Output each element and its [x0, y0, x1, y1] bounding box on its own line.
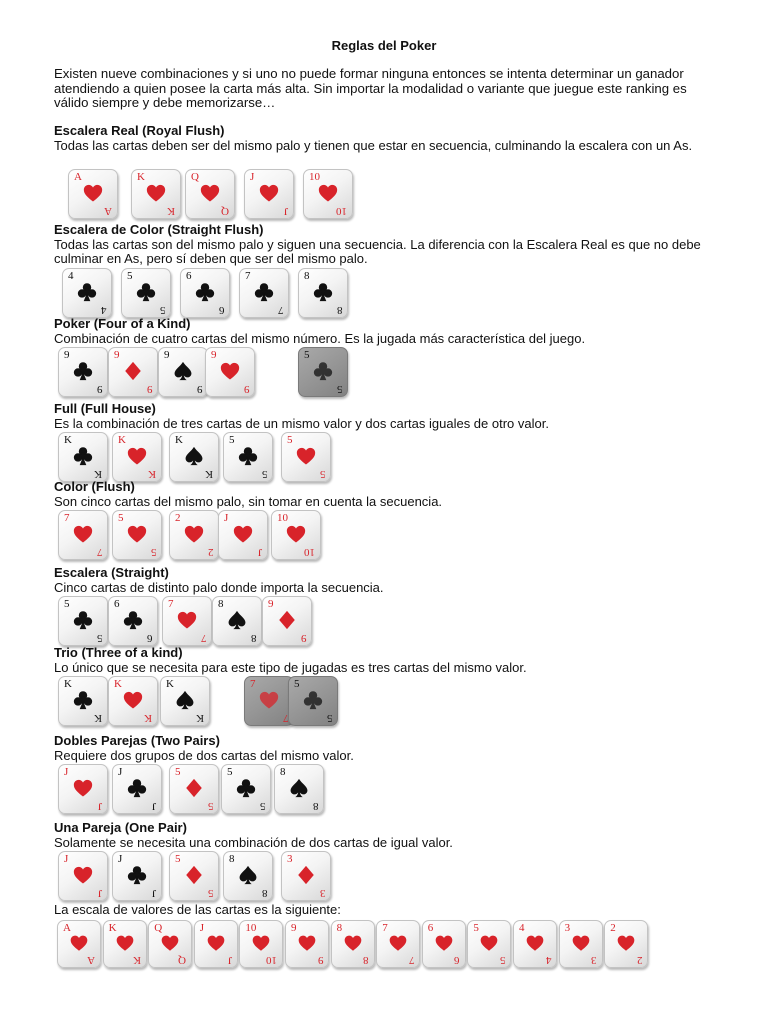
card-rank: 6	[114, 598, 120, 610]
card-rank-inverted: 10	[336, 205, 347, 217]
playing-card	[131, 169, 181, 219]
card-rank-inverted: 9	[243, 383, 249, 395]
card-rank-inverted: 5	[207, 887, 213, 899]
playing-card	[288, 676, 338, 726]
club-icon	[72, 609, 94, 631]
card-rank-inverted: 3	[591, 954, 597, 966]
card-rank: 3	[564, 922, 571, 934]
card-rank-inverted: 7	[200, 632, 206, 644]
hand-section	[54, 401, 734, 480]
heart-icon	[616, 933, 636, 953]
card-rank-inverted: J	[151, 887, 156, 899]
hand-section	[54, 733, 734, 812]
card-rank: K	[114, 678, 122, 690]
heart-icon	[317, 182, 339, 204]
card-rank-inverted: 6	[146, 632, 152, 644]
card-rank: J	[224, 512, 229, 524]
heart-icon	[388, 933, 408, 953]
hand-section	[54, 645, 734, 724]
heart-icon	[199, 182, 221, 204]
playing-card	[58, 347, 108, 397]
card-rank-inverted: Q	[221, 205, 229, 217]
card-rank-inverted: J	[227, 954, 232, 966]
card-rank-inverted: 7	[277, 304, 283, 316]
heart-icon	[232, 523, 254, 545]
card-rank-inverted: 5	[159, 304, 165, 316]
playing-card	[158, 347, 208, 397]
card-rank-inverted: 7	[408, 954, 415, 966]
playing-card	[298, 347, 348, 397]
hand-description: Todas las cartas deben ser del mismo palo y tienen que estar en secuencia, culminando la escalera con un As.	[54, 137, 693, 153]
playing-card	[103, 920, 147, 968]
playing-card	[169, 764, 219, 814]
card-rank: 9	[114, 349, 120, 361]
hand-description: Lo único que se necesita para este tipo de jugadas es tres cartas del mismo valor.	[54, 659, 527, 675]
card-rank: Q	[191, 171, 199, 183]
club-icon	[72, 360, 94, 382]
heart-icon	[285, 523, 307, 545]
hand-description: Combinación de cuatro cartas del mismo número. Es la jugada más característica del juego.	[54, 330, 586, 346]
card-rank-inverted: 9	[300, 632, 306, 644]
scale-description: La escala de valores de las cartas es la siguiente:	[54, 902, 341, 917]
card-rank: 2	[175, 512, 181, 524]
heart-icon	[126, 445, 148, 467]
card-rank: 5	[175, 853, 181, 865]
heart-icon	[122, 689, 144, 711]
card-rank-inverted: 4	[545, 954, 551, 966]
card-rank: 5	[473, 922, 479, 934]
spade-icon	[288, 777, 310, 799]
diamond-icon	[122, 360, 144, 382]
card-rank: K	[166, 678, 174, 690]
card-rank-inverted: 2	[207, 546, 213, 558]
playing-card	[604, 920, 648, 968]
club-icon	[235, 777, 257, 799]
spade-icon	[172, 360, 194, 382]
card-rank-inverted: K	[167, 205, 175, 217]
heart-icon	[571, 933, 591, 953]
card-rank-inverted: 10	[266, 954, 278, 966]
card-rank-inverted: 9	[96, 383, 102, 395]
card-rank: K	[64, 434, 72, 446]
playing-card	[58, 510, 108, 560]
hand-title: Trio (Three of a kind)	[54, 645, 183, 660]
card-rank: 4	[68, 270, 74, 282]
playing-card	[112, 432, 162, 482]
club-icon	[126, 777, 148, 799]
playing-card	[221, 764, 271, 814]
hand-section	[54, 820, 734, 899]
playing-card	[244, 676, 294, 726]
card-rank-inverted: 8	[336, 304, 342, 316]
playing-card	[467, 920, 511, 968]
playing-card	[274, 764, 324, 814]
hand-section	[54, 479, 734, 558]
card-rank-inverted: 5	[336, 383, 342, 395]
playing-card	[112, 851, 162, 901]
hand-description: Es la combinación de tres cartas de un mismo valor y dos cartas iguales de otro valor.	[54, 415, 549, 431]
playing-card	[185, 169, 235, 219]
card-rank: 6	[186, 270, 192, 282]
heart-icon	[479, 933, 499, 953]
club-icon	[122, 609, 144, 631]
playing-card	[239, 268, 289, 318]
heart-icon	[72, 777, 94, 799]
playing-card	[108, 347, 158, 397]
club-icon	[312, 360, 334, 382]
spade-icon	[174, 689, 196, 711]
playing-card	[281, 432, 331, 482]
card-rank-inverted: 5	[150, 546, 156, 558]
card-rank: 5	[294, 678, 300, 690]
card-rank: K	[118, 434, 126, 446]
playing-card	[108, 676, 158, 726]
card-rank: J	[118, 766, 123, 778]
playing-card	[160, 676, 210, 726]
hand-title: Escalera de Color (Straight Flush)	[54, 222, 264, 237]
card-rank: 9	[64, 349, 70, 361]
card-rank: 5	[64, 598, 70, 610]
playing-card	[112, 510, 162, 560]
card-rank-inverted: 3	[319, 887, 325, 899]
playing-card	[62, 268, 112, 318]
card-rank: 9	[164, 349, 170, 361]
card-rank-inverted: 10	[304, 546, 315, 558]
card-rank-inverted: 5	[326, 712, 332, 724]
card-rank: 10	[277, 512, 288, 524]
card-rank-inverted: K	[132, 954, 141, 966]
hand-description: Cinco cartas de distinto palo donde importa la secuencia.	[54, 579, 384, 595]
card-rank-inverted: A	[104, 205, 112, 217]
playing-card	[68, 169, 118, 219]
card-rank-inverted: 5	[319, 468, 325, 480]
card-rank: 7	[64, 512, 70, 524]
heart-icon	[525, 933, 545, 953]
heart-icon	[206, 933, 226, 953]
playing-card	[223, 851, 273, 901]
playing-card	[376, 920, 420, 968]
heart-icon	[251, 933, 271, 953]
card-rank-inverted: 4	[100, 304, 106, 316]
club-icon	[126, 864, 148, 886]
playing-card	[180, 268, 230, 318]
card-rank-inverted: K	[205, 468, 213, 480]
card-rank-inverted: J	[283, 205, 288, 217]
card-rank-inverted: K	[148, 468, 156, 480]
heart-icon	[258, 689, 280, 711]
heart-icon	[297, 933, 317, 953]
card-rank: 2	[610, 922, 616, 934]
card-rank-inverted: 5	[259, 800, 265, 812]
heart-icon	[72, 523, 94, 545]
heart-icon	[343, 933, 363, 953]
playing-card	[58, 596, 108, 646]
heart-icon	[160, 933, 180, 953]
spade-icon	[226, 609, 248, 631]
spade-icon	[237, 864, 259, 886]
heart-icon	[82, 182, 104, 204]
playing-card	[285, 920, 329, 968]
card-rank-inverted: K	[144, 712, 152, 724]
playing-card	[212, 596, 262, 646]
card-rank: K	[64, 678, 72, 690]
card-rank: 8	[336, 922, 343, 934]
card-rank-inverted: 8	[312, 800, 318, 812]
playing-card	[218, 510, 268, 560]
playing-card	[422, 920, 466, 968]
card-rank: 5	[304, 349, 310, 361]
card-rank: K	[175, 434, 183, 446]
card-rank-inverted: 5	[261, 468, 267, 480]
playing-card	[205, 347, 255, 397]
club-icon	[312, 281, 334, 303]
card-rank: J	[250, 171, 255, 183]
hand-description: Solamente se necesita una combinación de dos cartas de igual valor.	[54, 834, 453, 850]
card-rank: 4	[519, 922, 525, 934]
card-rank: 9	[211, 349, 217, 361]
card-rank-inverted: 8	[363, 954, 369, 966]
hand-description: Son cinco cartas del mismo palo, sin tomar en cuenta la secuencia.	[54, 493, 443, 509]
hand-section	[54, 123, 734, 217]
card-rank-inverted: K	[94, 468, 102, 480]
playing-card	[298, 268, 348, 318]
card-rank: 8	[229, 853, 235, 865]
diamond-icon	[276, 609, 298, 631]
hand-section	[54, 316, 734, 395]
playing-card	[58, 432, 108, 482]
heart-icon	[434, 933, 454, 953]
diamond-icon	[183, 777, 205, 799]
card-rank-inverted: A	[87, 954, 95, 966]
playing-card	[239, 920, 283, 968]
card-rank-inverted: 6	[218, 304, 224, 316]
card-rank: A	[74, 171, 82, 183]
card-rank-inverted: J	[97, 887, 102, 899]
card-rank: J	[64, 766, 69, 778]
club-icon	[72, 689, 94, 711]
club-icon	[237, 445, 259, 467]
card-rank-inverted: 7	[96, 546, 102, 558]
playing-card	[169, 432, 219, 482]
hand-description: Todas las cartas son del mismo palo y siguen una secuencia. La diferencia con la Escalera Real es que no debe culminar en As, pero sí deben que ser del mismo palo.	[54, 236, 701, 266]
diamond-icon	[295, 864, 317, 886]
card-rank-inverted: K	[196, 712, 204, 724]
hand-section	[54, 565, 734, 644]
card-rank-inverted: 5	[499, 954, 506, 966]
heart-icon	[72, 864, 94, 886]
card-rank-inverted: J	[151, 800, 156, 812]
playing-card	[244, 169, 294, 219]
card-rank: 7	[250, 678, 256, 690]
playing-card	[148, 920, 192, 968]
card-rank: 3	[287, 853, 293, 865]
card-rank: J	[118, 853, 123, 865]
hand-title: Poker (Four of a Kind)	[54, 316, 191, 331]
club-icon	[135, 281, 157, 303]
card-rank-inverted: J	[97, 800, 102, 812]
card-value-scale	[54, 902, 734, 966]
hand-title: Color (Flush)	[54, 479, 135, 494]
card-rank: 5	[229, 434, 235, 446]
hand-description: Requiere dos grupos de dos cartas del mismo valor.	[54, 747, 354, 763]
card-rank: 8	[280, 766, 286, 778]
playing-card	[112, 764, 162, 814]
club-icon	[72, 445, 94, 467]
card-rank-inverted: 7	[282, 712, 288, 724]
playing-card	[162, 596, 212, 646]
playing-card	[281, 851, 331, 901]
card-rank-inverted: J	[257, 546, 262, 558]
heart-icon	[176, 609, 198, 631]
card-rank: 8	[218, 598, 224, 610]
heart-icon	[183, 523, 205, 545]
card-rank-inverted: 2	[636, 954, 643, 966]
card-rank: J	[199, 922, 205, 934]
card-rank: 10	[245, 922, 257, 934]
heart-icon	[126, 523, 148, 545]
card-rank: Q	[154, 922, 163, 934]
card-rank-inverted: K	[94, 712, 102, 724]
card-rank: 9	[268, 598, 274, 610]
card-rank: 8	[304, 270, 310, 282]
playing-card	[513, 920, 557, 968]
card-rank-inverted: 5	[207, 800, 213, 812]
intro-paragraph: Existen nueve combinaciones y si uno no puede formar ninguna entonces se intenta determinar un ganador atendiendo a quien posee la carta más alta. Sin importar la modalidad o variante que juegue este ranking es válido siempre y debe memorizarse…	[54, 66, 687, 110]
card-rank-inverted: 9	[196, 383, 202, 395]
hand-section	[54, 222, 734, 316]
playing-card	[331, 920, 375, 968]
playing-card	[559, 920, 603, 968]
card-rank: 7	[168, 598, 174, 610]
card-rank: 10	[309, 171, 320, 183]
card-rank: K	[137, 171, 145, 183]
playing-card	[194, 920, 238, 968]
playing-card	[58, 851, 108, 901]
heart-icon	[295, 445, 317, 467]
card-rank: K	[108, 922, 117, 934]
heart-icon	[69, 933, 89, 953]
page-title: Reglas del Poker	[331, 38, 437, 53]
playing-card	[58, 764, 108, 814]
diamond-icon	[183, 864, 205, 886]
playing-card	[223, 432, 273, 482]
heart-icon	[145, 182, 167, 204]
playing-card	[271, 510, 321, 560]
card-rank: 5	[227, 766, 233, 778]
playing-card	[58, 676, 108, 726]
card-rank-inverted: 8	[261, 887, 267, 899]
card-rank: 5	[287, 434, 293, 446]
playing-card	[169, 510, 219, 560]
card-rank: A	[63, 922, 71, 934]
club-icon	[253, 281, 275, 303]
spade-icon	[183, 445, 205, 467]
card-rank-inverted: 8	[250, 632, 256, 644]
heart-icon	[219, 360, 241, 382]
card-rank-inverted: 9	[146, 383, 152, 395]
playing-card	[108, 596, 158, 646]
card-rank: 5	[175, 766, 181, 778]
card-rank: J	[64, 853, 69, 865]
heart-icon	[115, 933, 135, 953]
hand-title: Dobles Parejas (Two Pairs)	[54, 733, 220, 748]
card-rank-inverted: 9	[317, 954, 323, 966]
card-rank-inverted: 6	[454, 954, 460, 966]
hand-title: Escalera (Straight)	[54, 565, 169, 580]
playing-card	[121, 268, 171, 318]
card-rank: 5	[127, 270, 133, 282]
playing-card	[57, 920, 101, 968]
card-rank: 9	[291, 922, 297, 934]
club-icon	[194, 281, 216, 303]
card-rank-inverted: 5	[96, 632, 102, 644]
hand-title: Escalera Real (Royal Flush)	[54, 123, 225, 138]
hand-title: Full (Full House)	[54, 401, 156, 416]
card-rank-inverted: Q	[178, 954, 187, 966]
club-icon	[302, 689, 324, 711]
playing-card	[262, 596, 312, 646]
card-rank: 6	[427, 922, 434, 934]
playing-card	[169, 851, 219, 901]
hand-title: Una Pareja (One Pair)	[54, 820, 187, 835]
card-rank: 5	[118, 512, 124, 524]
card-rank: 7	[382, 922, 388, 934]
playing-card	[303, 169, 353, 219]
heart-icon	[258, 182, 280, 204]
card-rank: 7	[245, 270, 251, 282]
club-icon	[76, 281, 98, 303]
